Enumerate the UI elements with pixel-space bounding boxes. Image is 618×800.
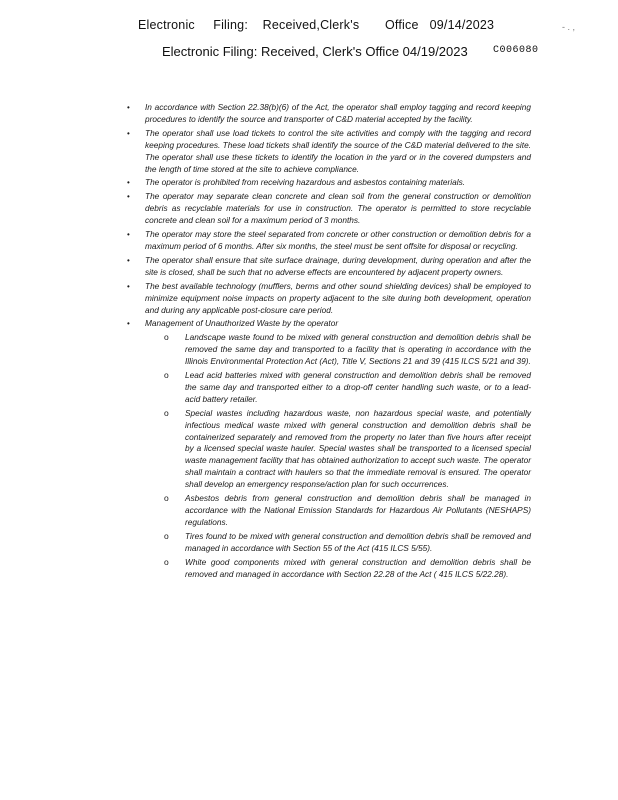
bullet-marker: • <box>127 281 130 291</box>
sub-list-item-text: Asbestos debris from general construction and demolition debris shall be managed in accordance with the National Emission Standards for Hazardous Air Pollutants (NESHAPS) regulations. <box>185 493 531 527</box>
sub-list-item <box>127 332 531 368</box>
list-item-text: The operator shall use load tickets to control the site activities and comply with the tagging and record keeping procedures. These load tickets shall identify the source of the C&D material delivered to the site. The operator shall use these tickets to identify the location in the yard or in the covered dumpsters and the length of time stored at the site to achieve compliance. <box>145 127 531 174</box>
list-item <box>127 255 531 279</box>
sub-bullet-marker: o <box>164 493 169 504</box>
list-item-text: In accordance with Section 22.38(b)(6) of the Act, the operator shall employ tagging and record keeping procedures to identify the source and transporter of C&D material accepted by the facility. <box>145 102 531 124</box>
sub-list-item-text: Tires found to be mixed with general construction and demolition debris shall be removed and managed in accordance with Section 55 of the Act (415 ILCS 5/55). <box>185 530 531 553</box>
sub-list-item-text: Special wastes including hazardous waste, non hazardous special waste, and potentially infectious medical waste mixed with general construction and demolition debris shall be containerized separately and removed from the property no later than five hours after receipt by a licensed special waste hauler. Special wastes shall be transported to a licensed special waste management facility that has obtained authorization to accept such waste. The operator shall maintain a contract with haulers so that the immediate removal is ensured. The operator shall develop an emergency response/action plan for such occurrences. <box>185 407 531 490</box>
sub-list-item <box>127 408 531 491</box>
list-item-text: Management of Unauthorized Waste by the operator <box>145 318 339 329</box>
list-item-heading <box>127 318 531 330</box>
sub-bullet-marker: o <box>164 407 169 418</box>
bullet-marker: • <box>127 319 130 329</box>
bullet-marker: • <box>127 192 130 202</box>
list-item-text: The operator may store the steel separated from concrete or other construction or demolition debris for a maximum period of 6 months. After six months, the steel must be sent offsite for disposal or recycling. <box>145 229 531 251</box>
sub-bullet-list <box>127 332 531 580</box>
sub-bullet-marker: o <box>164 530 169 541</box>
sub-list-item <box>127 557 531 581</box>
sub-list-item-text: White good components mixed with general construction and demolition debris shall be removed and managed in accordance with Section 22.28 of the Act ( 415 ILCS 5/22.28). <box>185 556 531 579</box>
bullet-marker: • <box>127 128 130 138</box>
sub-bullet-marker: o <box>164 332 169 343</box>
bullet-marker: • <box>127 230 130 240</box>
list-item-text: The operator shall ensure that site surface drainage, during development, during operation and after the site is closed, shall be such that no adverse effects are encountered by adjacent property owners. <box>145 254 531 277</box>
bullet-list <box>127 102 531 330</box>
sub-list-item <box>127 531 531 555</box>
list-item <box>127 191 531 227</box>
list-item-text: The operator may separate clean concrete and clean soil from the general construction or demolition debris as recyclable materials for use in construction. The operator is permitted to store recyclable concrete and clean soil for a maximum period of 3 months. <box>145 191 531 226</box>
filing-stamp-second: Electronic Filing: Received, Clerk's Office 04/19/2023 <box>162 44 468 59</box>
document-body <box>127 102 531 582</box>
list-item-text: The operator is prohibited from receiving hazardous and asbestos containing materials. <box>145 177 466 188</box>
sub-list-item-text: Lead acid batteries mixed with general construction and demolition debris shall be removed the same day and transported either to a drop-off center handling such waste, or to a lead-acid battery retailer. <box>185 370 531 404</box>
list-item <box>127 177 531 189</box>
bullet-marker: • <box>127 255 130 265</box>
list-item <box>127 128 531 176</box>
scan-mark: - . , <box>562 22 575 32</box>
sub-bullet-marker: o <box>164 556 169 567</box>
sub-bullet-marker: o <box>164 370 169 381</box>
sub-list-item-text: Landscape waste found to be mixed with general construction and demolition debris shall be removed the same day and transported to a facility that is operating in accordance with the Illinois Environmental Protection Act (Act), Title V, Sections 21 and 39 (415 ILCS 5/21 and 39). <box>185 332 531 367</box>
list-item <box>127 229 531 253</box>
list-item <box>127 281 531 317</box>
sub-list-item <box>127 493 531 529</box>
list-item <box>127 102 531 126</box>
filing-stamp-top: Electronic Filing: Received,Clerk's Office 09/14/2023 <box>138 18 495 32</box>
list-item-text: The best available technology (mufflers, berms and other sound shielding devices) shall be employed to minimize equipment noise impacts on property adjacent to the site during both development, operation and during any applicable post-closure care period. <box>145 280 531 315</box>
bullet-marker: • <box>127 103 130 112</box>
document-number: C006080 <box>493 45 539 56</box>
sub-list-item <box>127 370 531 406</box>
bullet-marker: • <box>127 178 130 188</box>
